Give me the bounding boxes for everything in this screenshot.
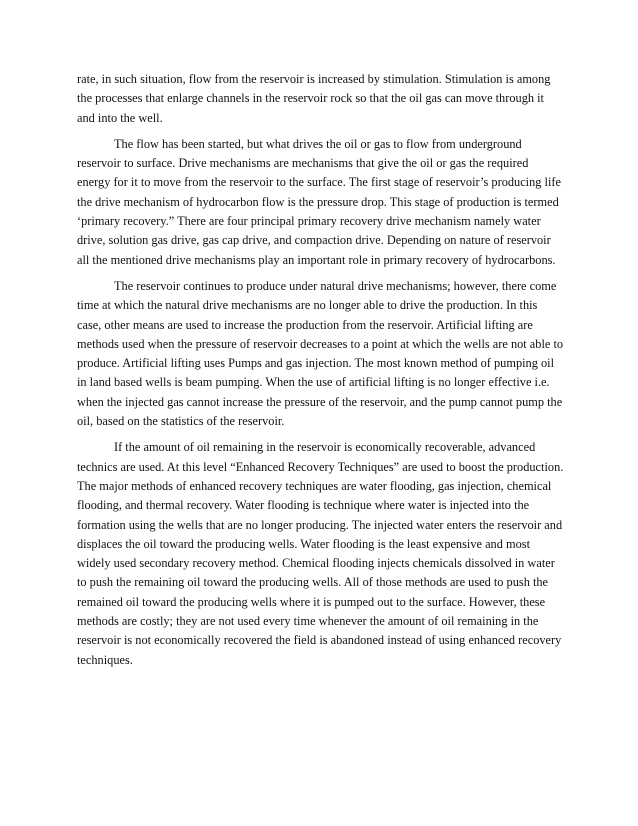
paragraph-artificial-lifting: The reservoir continues to produce under natural drive mechanisms; however, there come time at which the natural drive mechanisms are no longer able to drive the production. In this case, other means are used to increase the production from the reservoir. Artificial lifting are methods used when the pressure of reservoir decreases to a point at which the wells are not able to produce. Artificial lifting uses Pumps and gas injection. The most known method of pumping oil in land based wells is beam pumping. When the use of artificial lifting is no longer effective i.e. when the injected gas cannot increase the pressure of the reservoir, and the pump cannot pump the oil, based on the statistics of the reservoir. [77, 278, 564, 429]
paragraph-stimulation: rate, in such situation, flow from the reservoir is increased by stimulation. Stimulation is among the processes that enlarge channels in the reservoir rock so that the oil gas can move through it and into the well. [77, 72, 551, 125]
paragraph-enhanced-recovery: If the amount of oil remaining in the reservoir is economically recoverable, advanced technics are used. At this level “Enhanced Recovery Techniques” are used to boost the production. The major methods of enhanced recovery techniques are water flooding, gas injection, chemical flooding, and thermal recovery. Water flooding is technique where water is injected into the formation using the wells that are no longer producing. The injected water enters the reservoir and displaces the oil toward the producing wells. Water flooding is the least expensive and most widely used secondary recovery method. Chemical flooding injects chemicals dissolved in water to push the remaining oil toward the producing wells. All of those methods are used to push the remained oil toward the producing wells where it is pumped out to the surface. However, these methods are costly; they are not used every time whenever the amount of oil remaining in the reservoir is not economically recovered the field is abandoned instead of using enhanced recovery techniques. [77, 440, 564, 667]
document-body [77, 70, 564, 677]
paragraph-drive-mechanisms: The flow has been started, but what drives the oil or gas to flow from underground reservoir to surface. Drive mechanisms are mechanisms that give the oil or gas the required energy for it to move from the reservoir to the surface. The first stage of reservoir’s producing life the drive mechanism of hydrocarbon flow is the pressure drop. This stage of production is termed ‘primary recovery.” There are four principal primary recovery drive mechanism namely water drive, solution gas drive, gas cap drive, and compaction drive. Depending on nature of reservoir all the mentioned drive mechanisms play an important role in primary recovery of hydrocarbons. [77, 136, 561, 267]
